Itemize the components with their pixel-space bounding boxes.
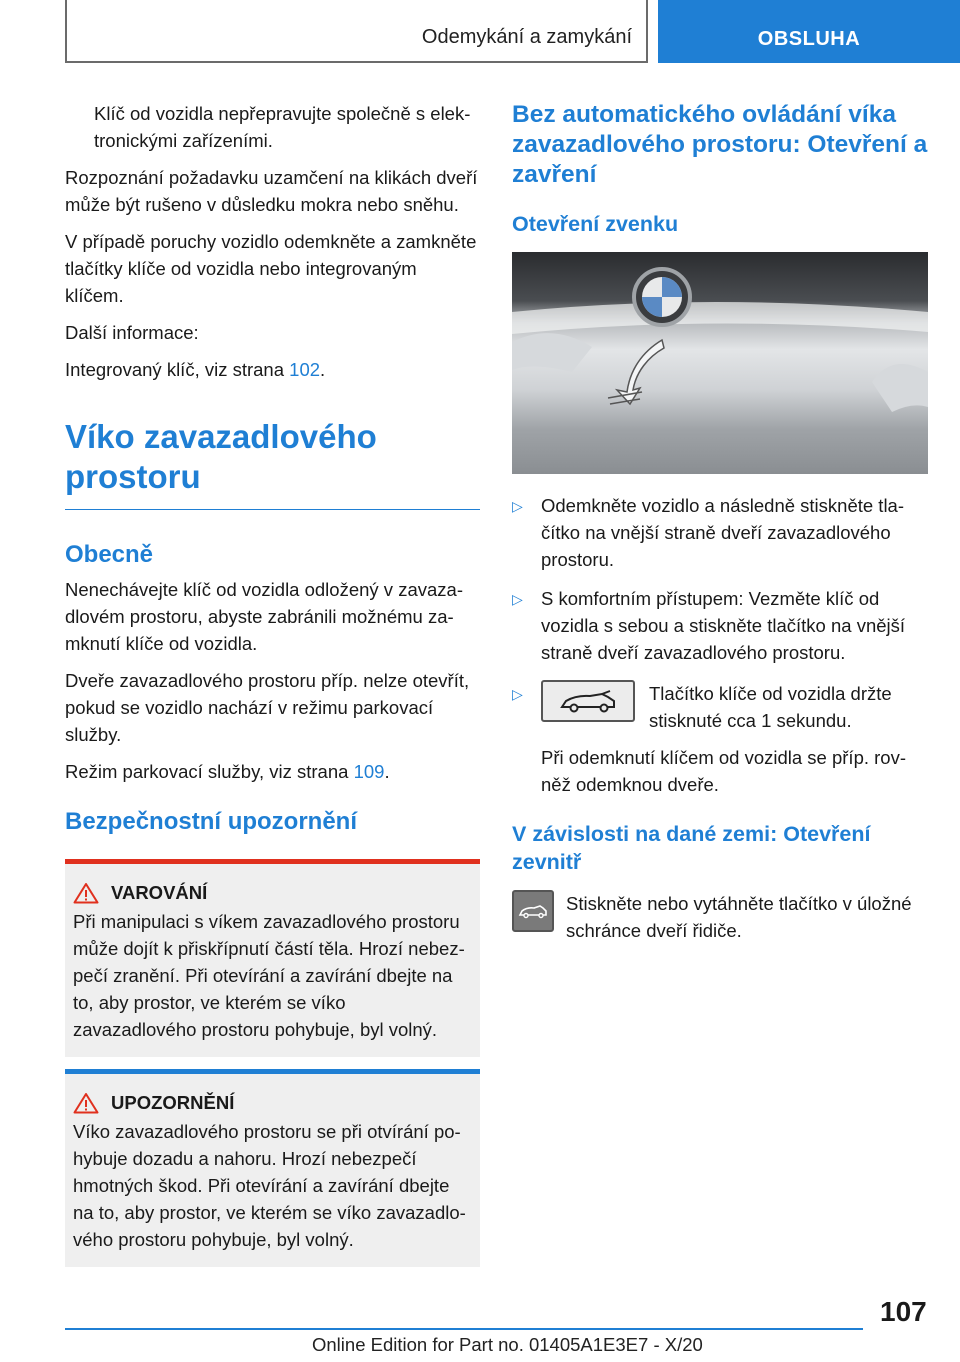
tailgate-button-photo xyxy=(512,252,928,474)
notice-header xyxy=(73,1092,472,1114)
paragraph-lock-detection: Rozpoznání požadavku uzamčení na klikách dveří může být rušeno v důsledku mokra nebo sněhu. xyxy=(65,167,478,215)
ref-text: Integrovaný klíč, viz strana xyxy=(65,359,290,380)
notice-title: UPOZORNĚNÍ xyxy=(111,1092,235,1113)
paragraph-valet-ref xyxy=(65,758,480,785)
car-tailgate-icon xyxy=(518,903,548,919)
right-column xyxy=(512,100,928,954)
paragraph-integrated-key-ref xyxy=(65,356,480,383)
notice-box xyxy=(65,1069,480,1267)
paragraph-key-electronics: Klíč od vozidla nepřepravujte společně s elektronickými zařízeními. xyxy=(94,103,471,151)
step-comfort-access: S komfortním přístupem: Vezměte klíč od vozidla s sebou a stiskněte tlačítko na vnější straně dveří zavazadlového prostoru. xyxy=(541,588,906,663)
step-unlock-and-press: Odemkněte vozidlo a následně stiskněte tlačítko na vnější straně dveří zavazadlového prostoru. xyxy=(541,495,905,570)
step-key-note: Při odemknutí klíčem od vozidla se příp. rovněž odemknou dveře. xyxy=(541,747,907,795)
ref-end: . xyxy=(384,761,390,782)
warning-triangle-icon xyxy=(73,882,99,904)
step-key-button-text: Tlačítko klíče od vozidla držte stisknuté cca 1 sekundu. xyxy=(649,683,892,731)
section-heading-manual-tailgate: Bez automatického ovládání víka zavazadlového prostoru: Otevření a zavření xyxy=(512,101,928,188)
triangle-bullet-icon: ▷ xyxy=(512,686,523,702)
warning-box xyxy=(65,859,480,1057)
inside-text: Stiskněte nebo vytáhněte tlačítko v úložné schránce dveří řidiče. xyxy=(566,893,912,941)
warning-header xyxy=(73,882,472,904)
car-tailgate-icon xyxy=(558,689,618,713)
inside-instruction xyxy=(512,890,928,954)
header-section-box xyxy=(65,0,648,63)
page-number: 107 xyxy=(880,1296,927,1327)
paragraph-general-2: Dveře zavazadlového prostoru příp. nelze otevřít, pokud se vozidlo nachází v režimu parkovací služby. xyxy=(65,670,470,745)
triangle-bullet-icon: ▷ xyxy=(512,591,523,607)
page-link-109[interactable]: 109 xyxy=(353,761,385,782)
list-item xyxy=(512,585,928,666)
list-item xyxy=(512,680,928,808)
paragraph-malfunction: V případě poruchy vozidlo odemkněte a zamkněte tlačítky klíče od vozidla nebo integrovaným klíčem. xyxy=(65,231,477,306)
heading-open-inside: V závislosti na dané zemi: Otevření zevnitř xyxy=(512,822,871,874)
header-tab[interactable] xyxy=(658,0,960,63)
list-item xyxy=(512,492,928,573)
footer-edition: Online Edition for Part no. 01405A1E3E7 - X/20 xyxy=(312,1334,703,1355)
paragraph-more-info: Další informace: xyxy=(65,322,199,343)
key-tailgate-button xyxy=(541,680,635,722)
header-section-title: Odemykání a zamykání xyxy=(421,26,632,48)
triangle-bullet-icon: ▷ xyxy=(512,498,523,514)
ref-end: . xyxy=(320,359,326,380)
step-key-button xyxy=(541,680,928,808)
interior-tailgate-button xyxy=(512,890,554,932)
notice-text: Víko zavazadlového prostoru se při otvírání pohybuje dozadu a nahoru. Hrozí nebezpečí hmotných škod. Při otevírání a zavírání dbejte na to, aby prostor, ve kterém se víko zavazadlového prostoru pohybuje, byl volný. xyxy=(73,1121,466,1250)
chapter-title: Víko zavazadlového prostoru xyxy=(65,417,480,510)
left-column xyxy=(65,100,480,1267)
ref-text: Režim parkovací služby, viz strana xyxy=(65,761,354,782)
heading-safety: Bezpečnostní upozornění xyxy=(65,808,358,835)
footer-divider xyxy=(65,1328,863,1330)
tailgate-illustration xyxy=(512,252,928,474)
warning-text: Při manipulaci s víkem zavazadlového prostoru může dojít k přiskřípnutí částí těla. Hrozí nebezpečí zranění. Při otevírání a zavírání dbejte na to, aby prostor, ve kterém se víko zavazadlového prostoru pohybuje, byl volný. xyxy=(73,911,465,1040)
page-link-102[interactable]: 102 xyxy=(289,359,321,380)
heading-open-outside: Otevření zvenku xyxy=(512,212,679,236)
warning-triangle-icon xyxy=(73,1092,99,1114)
paragraph-general-1: Nenechávejte klíč od vozidla odložený v zavazadlovém prostoru, abyste zabránili možnému zamknutí klíče od vozidla. xyxy=(65,579,463,654)
heading-general: Obecně xyxy=(65,541,154,568)
header-tab-label: OBSLUHA xyxy=(757,28,861,50)
key-step-row xyxy=(541,680,928,734)
warning-title: VAROVÁNÍ xyxy=(111,882,208,903)
